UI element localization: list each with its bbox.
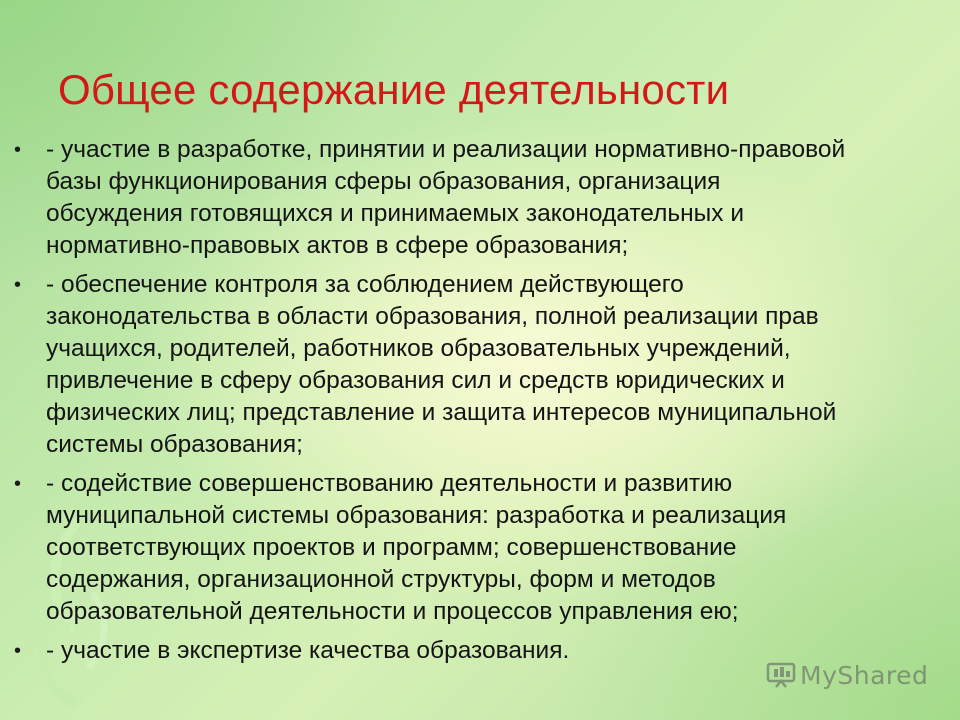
bullet-list xyxy=(14,134,934,674)
bullet-dot: • xyxy=(14,274,22,296)
bullet-dot: • xyxy=(14,640,22,662)
bullet-item xyxy=(14,134,934,262)
bullet-text: - содействие совершенствованию деятельности и развитию муниципальной системы образования: разработка и реализация соответствующих проектов и программ; совершенствование содержания, организационной структуры, форм и методов образовательной деятельности и процессов управления ею; xyxy=(46,470,787,625)
watermark-text: MyShared xyxy=(800,660,929,690)
bullet-dot: • xyxy=(14,139,22,161)
watermark xyxy=(766,655,928,695)
slide-title: Общее содержание деятельности xyxy=(58,66,730,113)
bullet-dot: • xyxy=(14,473,22,495)
bullet-text: - участие в экспертизе качества образования. xyxy=(46,637,570,664)
bullet-text: - обеспечение контроля за соблюдением действующего законодательства в области образования, полной реализации прав учащихся, родителей, работников образовательных учреждений, привлечение в сферу образования сил и средств юридических и физических лиц; представление и защита интересов муниципальной системы образования; xyxy=(46,271,837,458)
bullet-text: - участие в разработке, принятии и реализации нормативно-правовой базы функционирования сферы образования, организация обсуждения готовящихся и принимаемых законодательных и нормативно-правовых актов в сфере образования; xyxy=(46,136,846,259)
presentation-screen-icon xyxy=(766,661,796,689)
bullet-item xyxy=(14,468,934,628)
bullet-item xyxy=(14,269,934,461)
